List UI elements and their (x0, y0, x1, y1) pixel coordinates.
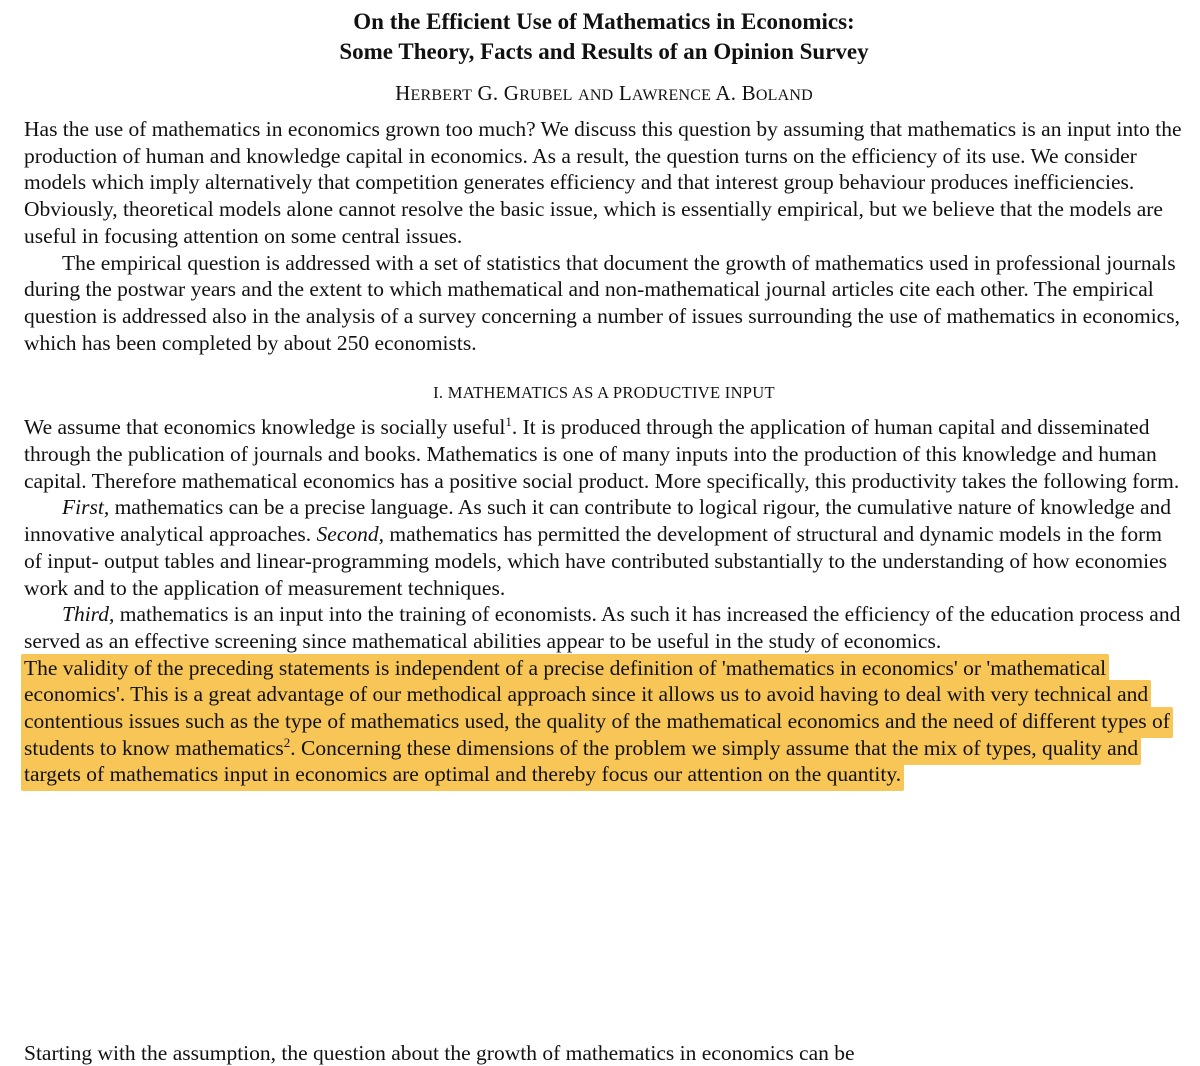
title-line-1: On the Efficient Use of Mathematics in Economics: (353, 9, 855, 34)
author-text: H (395, 81, 411, 105)
author-line (24, 79, 1184, 110)
paragraph-text: We assume that economics knowledge is socially useful (24, 415, 506, 440)
author-text: AND (578, 87, 614, 104)
author-text: OLAND (755, 87, 813, 104)
emphasis-first: First, (62, 495, 110, 520)
author-text: G. G (477, 81, 520, 105)
paragraph-text: mathematics can be a precise language. As such it can contribute to logical rigour, the cumulative nature of knowledge and innovative analytical approaches. (24, 495, 1172, 547)
text-highlight (21, 654, 1173, 792)
emphasis-third: Third, (62, 602, 115, 627)
body-paragraph-3 (24, 601, 1184, 654)
paragraph-text: mathematics has permitted the development of structural and dynamic models in the form of input- output tables and linear-programming models, which have contributed substantially to the understanding of how economies work and to the application of measurement techniques. (24, 522, 1167, 600)
cut-off-next-line: Starting with the assumption, the question about the growth of mathematics in economics can be (24, 1041, 855, 1065)
author-text: RUBEL (519, 87, 573, 104)
paragraph-text: . It is produced through the application of human capital and disseminated through the publication of journals and books. Mathematics is one of many inputs into the production of this knowledge and human capital. Therefore mathematical economics has a positive social product. More specifically, this productivity takes the following form. (24, 415, 1180, 493)
footnote-marker-1: 1 (505, 414, 512, 430)
author-text: ERBERT (410, 87, 473, 104)
paragraph-text: mathematics is an input into the training of economists. As such it has increased the efficiency of the education process and served as an effective screening since mathematical abilities appear to be useful in the study of economics. (24, 602, 1181, 653)
emphasis-second: Second, (316, 522, 384, 547)
body-paragraph-1 (24, 414, 1184, 494)
author-text: L (618, 81, 632, 105)
abstract-paragraph-1: Has the use of mathematics in economics grown too much? We discuss this question by assuming that mathematics is an input into the production of human and knowledge capital in economics. As a result, the question turns on the efficiency of its use. We consider models which imply alternatively that competition generates efficiency and that interest group behaviour produces inefficiencies. Obviously, theoretical models alone cannot resolve the basic issue, which is essentially empirical, but we believe that the models are useful in focusing attention on some central issues. (24, 117, 1182, 248)
section-heading: I. MATHEMATICS AS A PRODUCTIVE INPUT (433, 383, 775, 403)
body-paragraph-2 (24, 494, 1184, 601)
abstract-paragraph-2: The empirical question is addressed with a set of statistics that document the growth of mathematics used in professional journals during the postwar years and the extent to which mathematical and non-mathematical journal articles cite each other. The empirical question is addressed also in the analysis of a survey concerning a number of issues surrounding the use of mathematics in economics, which has been completed by about 250 economists. (24, 250, 1180, 355)
paragraph-text: The validity of the preceding statements is independent of a precise definition of 'mathematics in economics' or 'mathematical economics'. This is a great advantage of our methodical approach since it allows us to avoid having to deal with very technical and contentious issues such as the type of mathematics used, the quality of the mathematical economics and the need of different types of students to know mathematics (24, 655, 1170, 760)
paper-title (24, 7, 1184, 67)
author-text: A. B (715, 81, 756, 105)
paragraph-text: . Concerning these dimensions of the problem we simply assume that the mix of types, quality and targets of mathematics input in economics are optimal and thereby focus our attention on the quantity. (24, 735, 1139, 787)
highlighted-paragraph (24, 655, 1184, 789)
author-text: AWRENCE (631, 87, 712, 104)
title-line-2: Some Theory, Facts and Results of an Opinion Survey (339, 39, 869, 64)
footnote-marker-2: 2 (283, 734, 291, 750)
paper-page (24, 0, 1184, 788)
